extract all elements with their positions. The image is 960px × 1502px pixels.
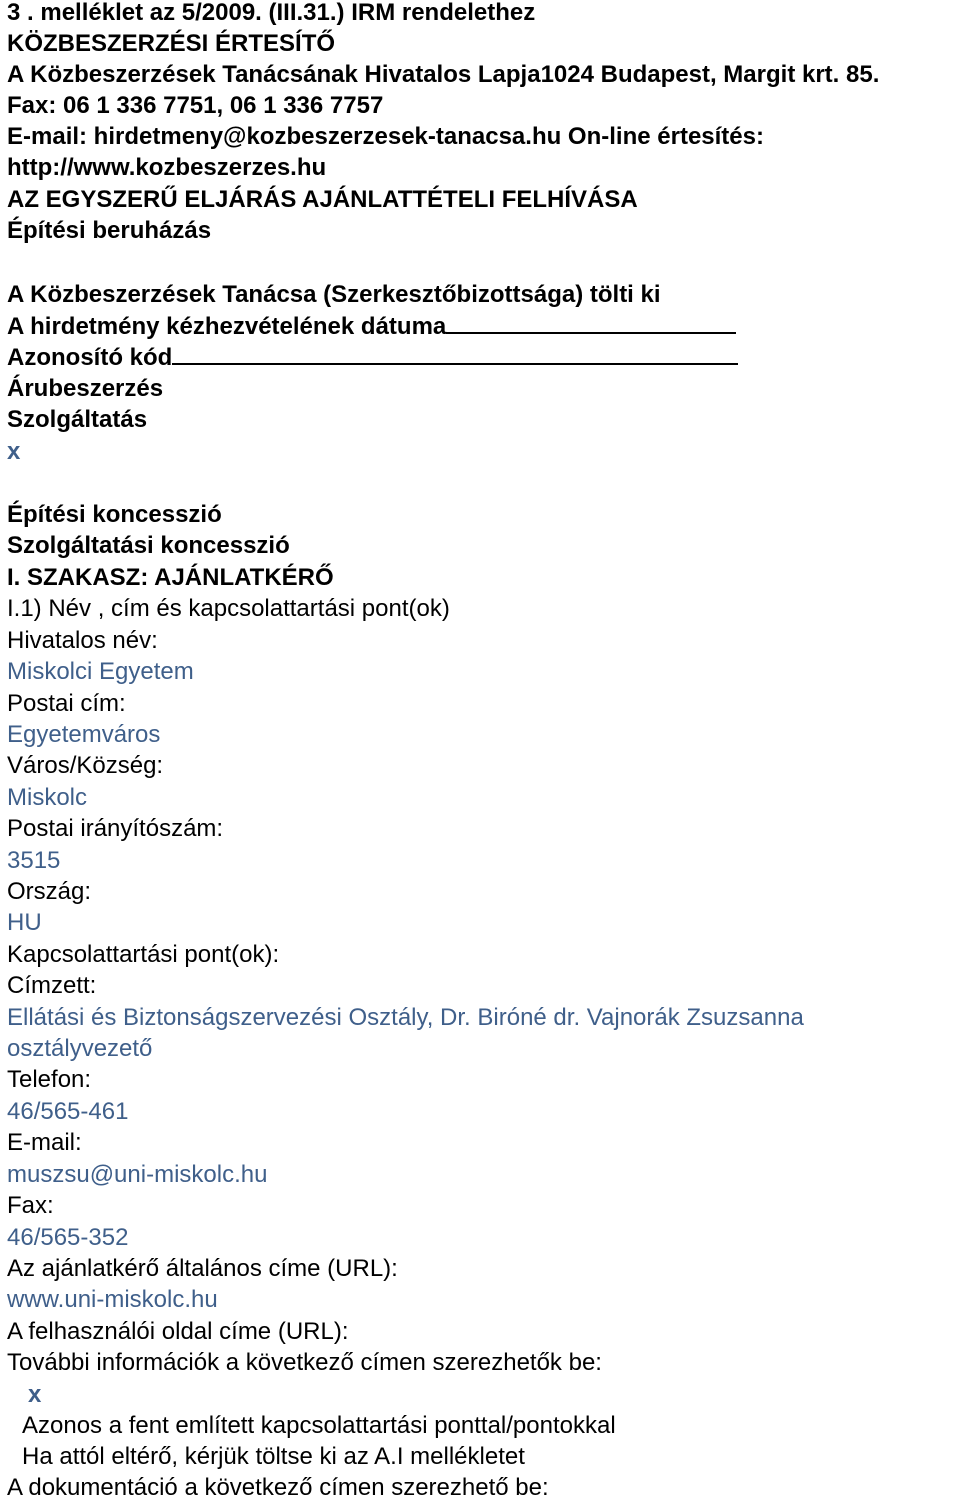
journal-title: KÖZBESZERZÉSI ÉRTESÍTŐ <box>7 30 336 57</box>
postcode-label: Postai irányítószám: <box>7 815 224 842</box>
section-heading: I. SZAKASZ: AJÁNLATKÉRŐ <box>7 564 334 591</box>
receipt-date-row <box>7 312 736 341</box>
type-supply: Árubeszerzés <box>7 375 164 402</box>
city-label: Város/Község: <box>7 752 164 779</box>
postcode-value: 3515 <box>7 847 61 874</box>
official-name-value: Miskolci Egyetem <box>7 658 194 685</box>
addressee-label: Címzett: <box>7 972 97 999</box>
type-selected-mark: x <box>7 438 21 465</box>
official-name-label: Hivatalos név: <box>7 627 158 654</box>
email-value: muszsu@uni-miskolc.hu <box>7 1161 268 1188</box>
fax-value: 46/565-352 <box>7 1224 129 1251</box>
journal-website: http://www.kozbeszerzes.hu <box>7 154 327 181</box>
further-info-mark: x <box>28 1381 42 1408</box>
city-value: Miskolc <box>7 784 88 811</box>
journal-email: E-mail: hirdetmeny@kozbeszerzesek-tanacsa.hu On-line értesítés: <box>7 123 764 150</box>
annex-reference: 3 . melléklet az 5/2009. (III.31.) IRM rendelethez <box>7 0 536 26</box>
id-code-row <box>7 343 738 372</box>
fax-label: Fax: <box>7 1192 54 1219</box>
country-label: Ország: <box>7 878 92 905</box>
type-service: Szolgáltatás <box>7 406 148 433</box>
addressee-value: Ellátási és Biztonságszervezési Osztály, Dr. Biróné dr. Vajnorák Zsuzsanna <box>7 1004 804 1031</box>
receipt-date-label: A hirdetmény kézhezvételének dátuma <box>7 313 447 340</box>
further-info-label: További információk a következő címen szerezhetők be: <box>7 1349 602 1376</box>
same-as-above-option: Azonos a fent említett kapcsolattartási ponttal/pontokkal <box>22 1412 616 1439</box>
email-label: E-mail: <box>7 1129 82 1156</box>
postal-address-label: Postai cím: <box>7 690 126 717</box>
type-service-concession: Szolgáltatási koncesszió <box>7 532 290 559</box>
notice-title: AZ EGYSZERŰ ELJÁRÁS AJÁNLATTÉTELI FELHÍVÁSA <box>7 186 638 213</box>
notice-subtitle: Építési beruházás <box>7 217 212 244</box>
council-fill-note: A Közbeszerzések Tanácsa (Szerkesztőbizottsága) tölti ki <box>7 281 661 308</box>
country-value: HU <box>7 909 42 936</box>
id-code-blank <box>172 343 738 365</box>
general-url-label: Az ajánlatkérő általános címe (URL): <box>7 1255 398 1282</box>
addressee-value-cont: osztályvezető <box>7 1035 153 1062</box>
contact-points-label: Kapcsolattartási pont(ok): <box>7 941 280 968</box>
journal-publisher-address: A Közbeszerzések Tanácsának Hivatalos Lapja1024 Budapest, Margit krt. 85. <box>7 61 880 88</box>
id-code-label: Azonosító kód <box>7 344 173 371</box>
documents-label: A dokumentáció a következő címen szerezhető be: <box>7 1474 549 1501</box>
buyer-profile-label: A felhasználói oldal címe (URL): <box>7 1318 349 1345</box>
phone-label: Telefon: <box>7 1066 92 1093</box>
journal-fax: Fax: 06 1 336 7751, 06 1 336 7757 <box>7 92 384 119</box>
otherwise-annex-option: Ha attól eltérő, kérjük töltse ki az A.I mellékletet <box>22 1443 525 1470</box>
section-subheading: I.1) Név , cím és kapcsolattartási pont(ok) <box>7 595 450 622</box>
phone-value: 46/565-461 <box>7 1098 129 1125</box>
type-works-concession: Építési koncesszió <box>7 501 222 528</box>
postal-address-value: Egyetemváros <box>7 721 161 748</box>
receipt-date-blank <box>446 312 736 334</box>
general-url-value: www.uni-miskolc.hu <box>7 1286 218 1313</box>
